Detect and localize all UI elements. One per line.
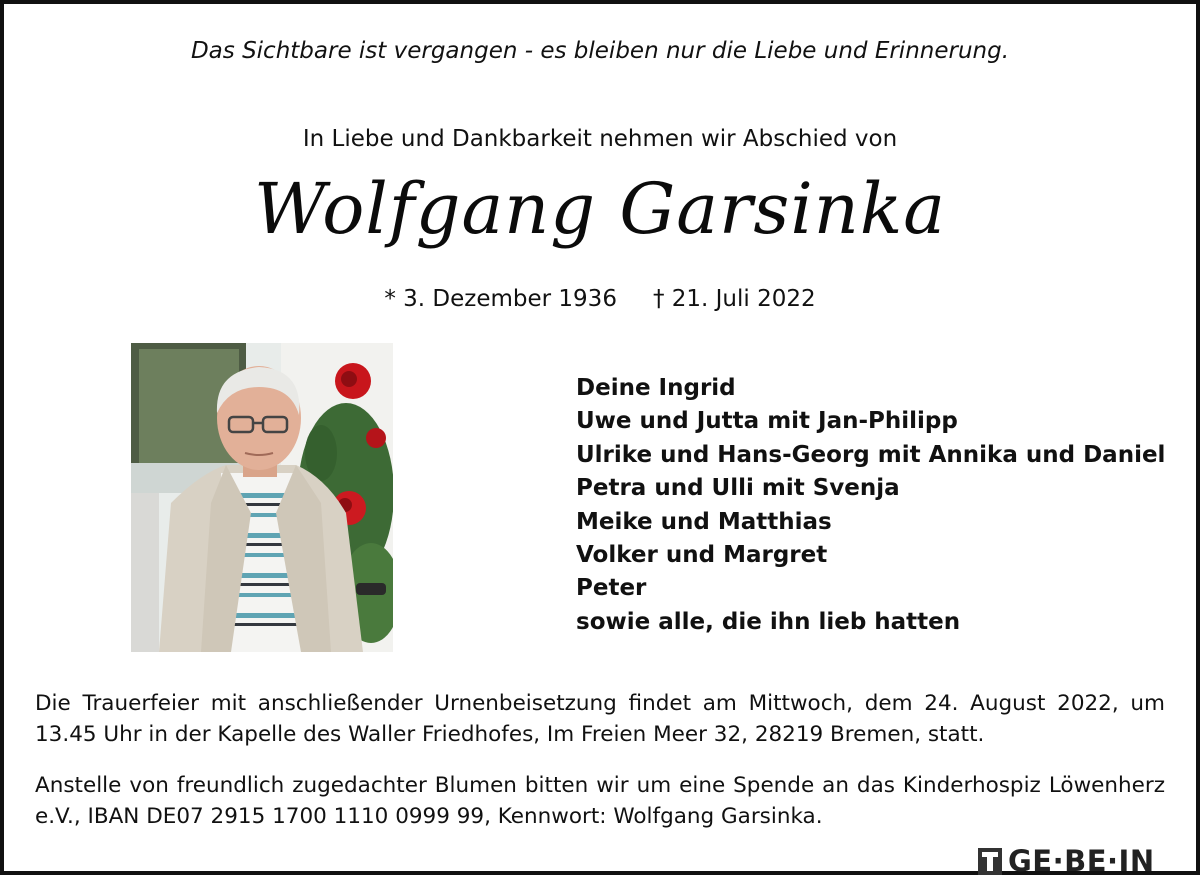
deceased-name: Wolfgang Garsinka bbox=[254, 168, 946, 250]
mourner-line: Meike und Matthias bbox=[576, 508, 832, 535]
mourner-line: Peter bbox=[576, 575, 647, 602]
donation-notice: Anstelle von freundlich zugedachter Blumen bitten wir um eine Spende an das Kinderhospiz Löwenherz e.V., IBAN DE07 2915 1700 1110 0999 99, Kennwort: Wolfgang Garsinka. bbox=[35, 773, 1165, 829]
birth-date: * 3. Dezember 1936 bbox=[384, 286, 617, 312]
motto-quote: Das Sichtbare ist vergangen - es bleiben nur die Liebe und Erinnerung. bbox=[190, 38, 1010, 64]
mourner-line: Petra und Ulli mit Svenja bbox=[576, 475, 900, 502]
gebein-logo-icon bbox=[978, 848, 1002, 875]
mourner-line: Uwe und Jutta mit Jan-Philipp bbox=[576, 408, 958, 435]
gebein-logo bbox=[975, 842, 1167, 878]
gebein-logo-text: GE·BE·IN bbox=[1008, 844, 1155, 878]
mourner-line: Volker und Margret bbox=[576, 542, 828, 569]
mourner-line: Ulrike und Hans-Georg mit Annika und Daniel bbox=[576, 441, 1166, 468]
mourner-line: Deine Ingrid bbox=[576, 375, 736, 401]
funeral-notice: Die Trauerfeier mit anschließender Urnenbeisetzung findet am Mittwoch, dem 24. August 2022, um 13.45 Uhr in der Kapelle des Waller Friedhofes, Im Freien Meer 32, 28219 Bremen, statt. bbox=[35, 691, 1165, 747]
portrait-photo bbox=[131, 343, 393, 652]
intro-line: In Liebe und Dankbarkeit nehmen wir Abschied von bbox=[302, 126, 898, 152]
life-dates bbox=[0, 286, 1200, 312]
mourner-line: sowie alle, die ihn lieb hatten bbox=[576, 608, 961, 635]
death-date: † 21. Juli 2022 bbox=[652, 286, 816, 312]
mourners-list bbox=[576, 372, 1165, 639]
